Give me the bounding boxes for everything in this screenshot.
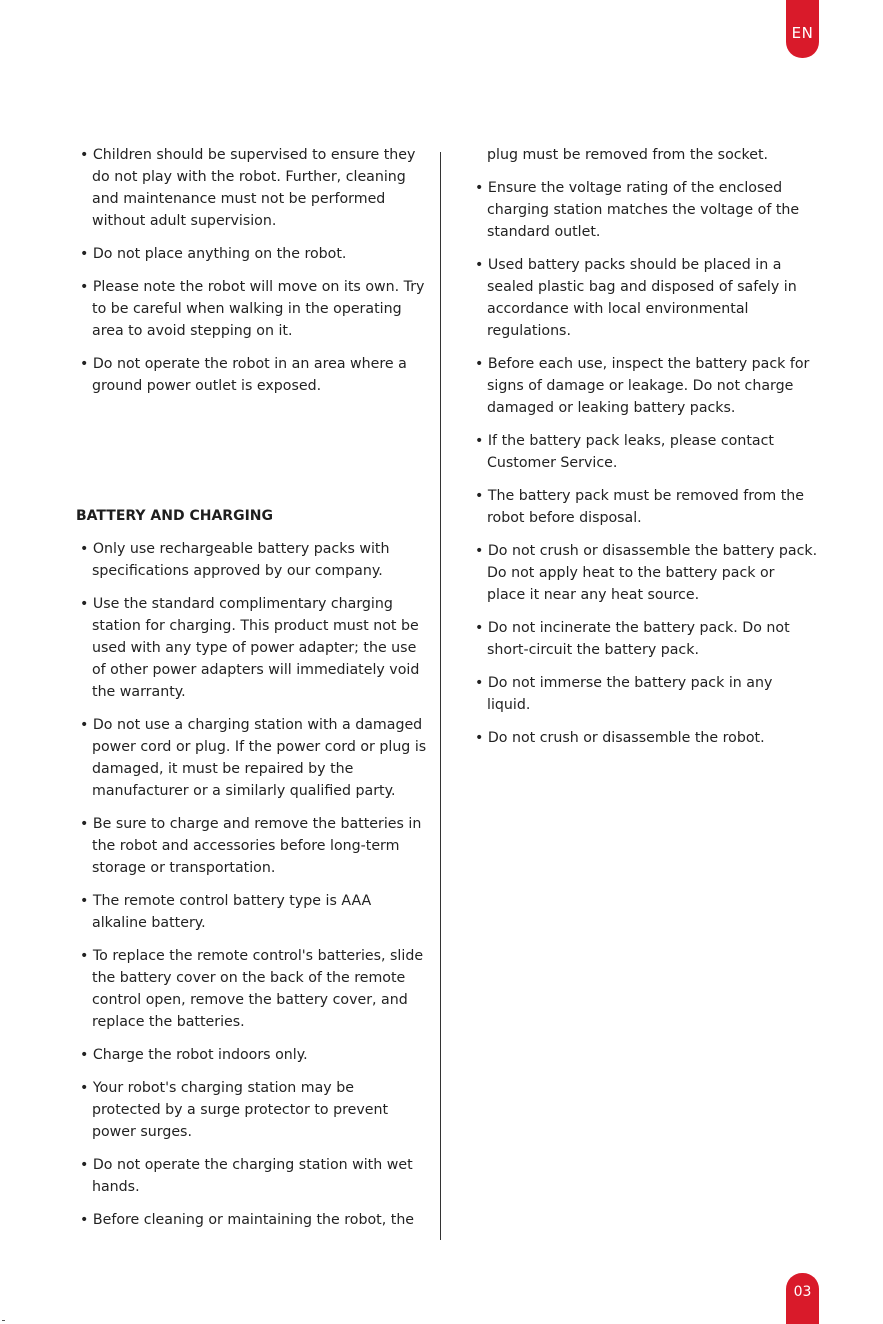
right-column-battery-list bbox=[475, 144, 820, 760]
list-item: • To replace the remote control's batteries, slide the battery cover on the back of the remote control open, remove the battery cover, and replace the batteries. bbox=[80, 948, 424, 1030]
list-item: • Before cleaning or maintaining the robot, the bbox=[80, 1212, 415, 1228]
list-item: • Do not crush or disassemble the battery pack. Do not apply heat to the battery pack or place it near any heat source. bbox=[475, 543, 818, 603]
list-item: • Be sure to charge and remove the batteries in the robot and accessories before long-term storage or transportation. bbox=[80, 816, 422, 876]
list-item: • Only use rechargeable battery packs with specifications approved by our company. bbox=[80, 541, 390, 579]
list-item: • Do not operate the robot in an area where a ground power outlet is exposed. bbox=[80, 356, 407, 394]
list-item: • Do not use a charging station with a damaged power cord or plug. If the power cord or plug is damaged, it must be repaired by the manufacturer or a similarly qualified party. bbox=[80, 717, 427, 799]
section-heading: BATTERY AND CHARGING bbox=[76, 508, 273, 524]
list-item-continuation: plug must be removed from the socket. bbox=[487, 147, 769, 163]
list-item: • Children should be supervised to ensure they do not play with the robot. Further, cleaning and maintenance must not be performed without adult supervision. bbox=[80, 147, 416, 229]
list-item: • Used battery packs should be placed in a sealed plastic bag and disposed of safely in accordance with local environmental regulations. bbox=[475, 257, 797, 339]
list-item: • Please note the robot will move on its own. Try to be careful when walking in the operating area to avoid stepping on it. bbox=[80, 279, 425, 339]
column-divider bbox=[440, 152, 441, 1240]
list-item: • Before each use, inspect the battery pack for signs of damage or leakage. Do not charge damaged or leaking battery packs. bbox=[475, 356, 810, 416]
list-item: • Do not immerse the battery pack in any liquid. bbox=[475, 675, 773, 713]
print-mark bbox=[2, 1320, 5, 1321]
page-number-badge: 03 bbox=[786, 1273, 819, 1324]
language-badge: EN bbox=[786, 0, 819, 58]
list-item: • The battery pack must be removed from the robot before disposal. bbox=[475, 488, 805, 526]
list-item: • If the battery pack leaks, please contact Customer Service. bbox=[475, 433, 774, 471]
list-item: • Use the standard complimentary charging station for charging. This product must not be used with any type of power adapter; the use of other power adapters will immediately void the warranty. bbox=[80, 596, 420, 700]
left-column-battery-list bbox=[80, 538, 430, 1242]
list-item: • Charge the robot indoors only. bbox=[80, 1047, 308, 1063]
left-column-safety-list bbox=[80, 144, 430, 408]
list-item: • Ensure the voltage rating of the enclosed charging station matches the voltage of the standard outlet. bbox=[475, 180, 800, 240]
list-item: • Do not place anything on the robot. bbox=[80, 246, 347, 262]
list-item: • Do not crush or disassemble the robot. bbox=[475, 730, 765, 746]
list-item: • The remote control battery type is AAA alkaline battery. bbox=[80, 893, 372, 931]
list-item: • Do not operate the charging station with wet hands. bbox=[80, 1157, 413, 1195]
list-item: • Your robot's charging station may be protected by a surge protector to prevent power surges. bbox=[80, 1080, 389, 1140]
list-item: • Do not incinerate the battery pack. Do not short-circuit the battery pack. bbox=[475, 620, 790, 658]
